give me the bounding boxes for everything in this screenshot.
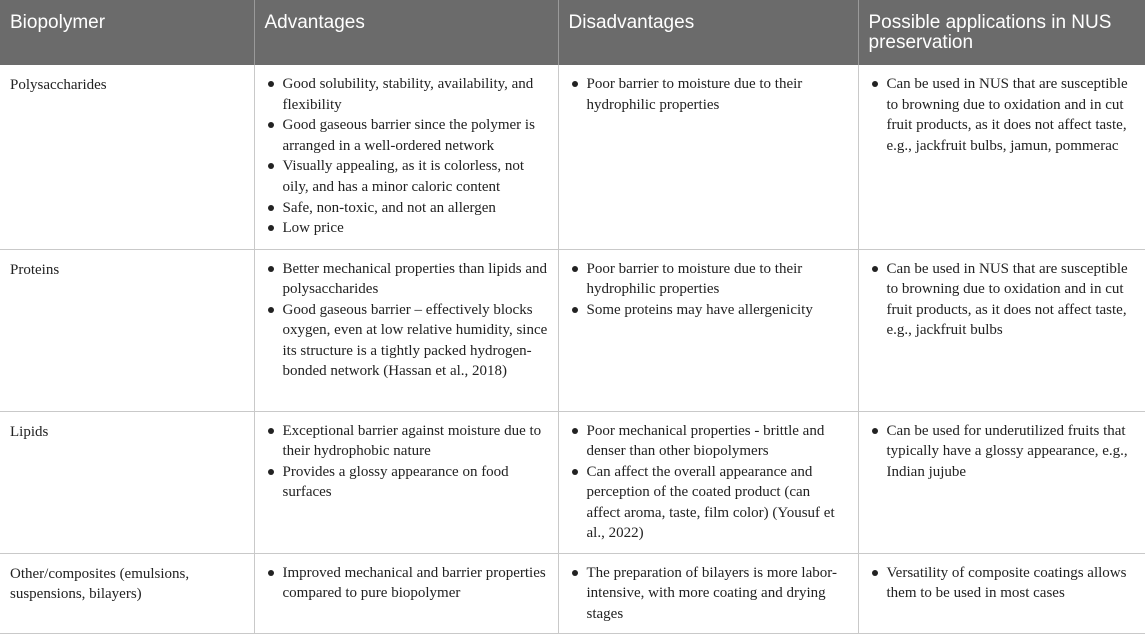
applications-list bbox=[869, 563, 1136, 604]
applications-cell bbox=[858, 65, 1145, 249]
list-item: Can be used in NUS that are susceptible to browning due to oxidation and in cut fruit products, as it does not affect taste, e.g., jackfruit bulbs bbox=[869, 259, 1136, 341]
disadvantages-cell bbox=[558, 411, 858, 553]
list-item: Versatility of composite coatings allows them to be used in most cases bbox=[869, 563, 1136, 604]
disadvantages-cell bbox=[558, 249, 858, 411]
disadvantages-cell bbox=[558, 65, 858, 249]
list-item: Safe, non-toxic, and not an allergen bbox=[265, 198, 548, 219]
list-item: Some proteins may have allergenicity bbox=[569, 300, 848, 321]
disadvantages-list bbox=[569, 74, 848, 115]
applications-list bbox=[869, 74, 1136, 156]
disadvantages-cell bbox=[558, 553, 858, 633]
biopolymer-name: Proteins bbox=[0, 249, 254, 411]
applications-cell bbox=[858, 249, 1145, 411]
list-item: Good solubility, stability, availability, and flexibility bbox=[265, 74, 548, 115]
list-item: Improved mechanical and barrier properties compared to pure biopolymer bbox=[265, 563, 548, 604]
advantages-list bbox=[265, 259, 548, 383]
list-item: Poor mechanical properties - brittle and denser than other biopolymers bbox=[569, 421, 848, 462]
disadvantages-list bbox=[569, 421, 848, 545]
biopolymer-name: Lipids bbox=[0, 411, 254, 553]
list-item: Poor barrier to moisture due to their hydrophilic properties bbox=[569, 259, 848, 300]
disadvantages-list bbox=[569, 563, 848, 625]
table-row bbox=[0, 249, 1145, 411]
list-item: The preparation of bilayers is more labor-intensive, with more coating and drying stages bbox=[569, 563, 848, 625]
list-item: Better mechanical properties than lipids and polysaccharides bbox=[265, 259, 548, 300]
list-item: Can be used for underutilized fruits that typically have a glossy appearance, e.g., Indian jujube bbox=[869, 421, 1136, 483]
table-row bbox=[0, 65, 1145, 249]
header-disadvantages: Disadvantages bbox=[558, 0, 858, 65]
advantages-cell bbox=[254, 411, 558, 553]
table-row bbox=[0, 553, 1145, 633]
biopolymer-name: Other/composites (emulsions, suspensions, bilayers) bbox=[0, 553, 254, 633]
list-item: Provides a glossy appearance on food surfaces bbox=[265, 462, 548, 503]
advantages-cell bbox=[254, 249, 558, 411]
table-row bbox=[0, 411, 1145, 553]
list-item: Visually appealing, as it is colorless, not oily, and has a minor caloric content bbox=[265, 156, 548, 197]
list-item: Poor barrier to moisture due to their hydrophilic properties bbox=[569, 74, 848, 115]
list-item: Good gaseous barrier – effectively blocks oxygen, even at low relative humidity, since its structure is a tightly packed hydrogen-bonded network (Hassan et al., 2018) bbox=[265, 300, 548, 382]
list-item: Can be used in NUS that are susceptible to browning due to oxidation and in cut fruit products, as it does not affect taste, e.g., jackfruit bulbs, jamun, pommerac bbox=[869, 74, 1136, 156]
list-item: Exceptional barrier against moisture due to their hydrophobic nature bbox=[265, 421, 548, 462]
list-item: Good gaseous barrier since the polymer is arranged in a well-ordered network bbox=[265, 115, 548, 156]
applications-cell bbox=[858, 553, 1145, 633]
advantages-cell bbox=[254, 553, 558, 633]
advantages-list bbox=[265, 421, 548, 503]
disadvantages-list bbox=[569, 259, 848, 321]
list-item: Can affect the overall appearance and perception of the coated product (can affect aroma, taste, film color) (Yousuf et al., 2022) bbox=[569, 462, 848, 544]
header-applications: Possible applications in NUS preservation bbox=[858, 0, 1145, 65]
advantages-list bbox=[265, 74, 548, 239]
list-item: Low price bbox=[265, 218, 548, 239]
applications-cell bbox=[858, 411, 1145, 553]
advantages-cell bbox=[254, 65, 558, 249]
biopolymer-name: Polysaccharides bbox=[0, 65, 254, 249]
applications-list bbox=[869, 259, 1136, 341]
header-advantages: Advantages bbox=[254, 0, 558, 65]
advantages-list bbox=[265, 563, 548, 604]
header-biopolymer: Biopolymer bbox=[0, 0, 254, 65]
applications-list bbox=[869, 421, 1136, 483]
header-row bbox=[0, 0, 1145, 65]
